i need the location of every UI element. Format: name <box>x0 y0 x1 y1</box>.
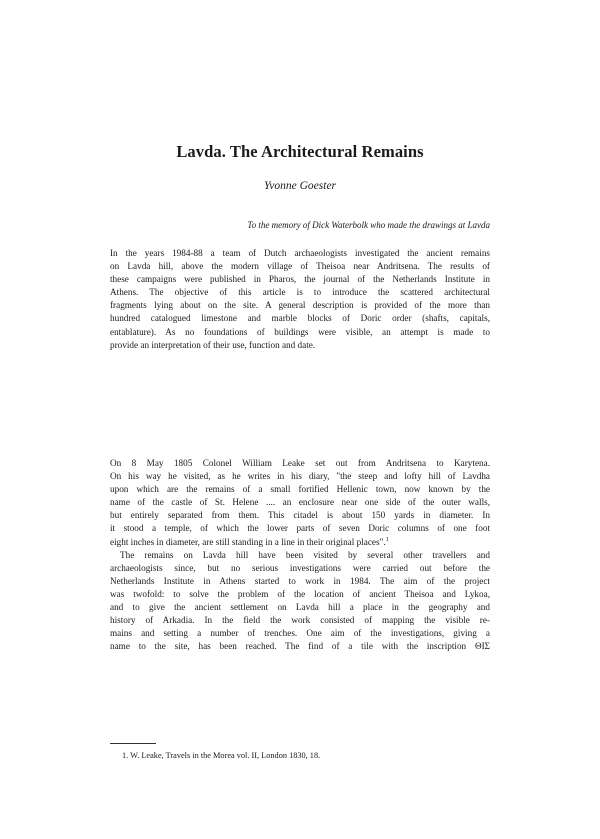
body-line <box>110 536 490 549</box>
body-line: name of the castle of St. Helene .... an enclosure near one side of the outer walls, <box>110 497 490 508</box>
abstract-line: on Lavda hill, above the modern village of Theisoa near Andritsena. The results of <box>110 261 490 272</box>
abstract-line: provide an interpretation of their use, function and date. <box>110 339 316 350</box>
body-line: but entirely separated from them. This citadel is about 150 yards in diameter. In <box>110 510 490 521</box>
article-title: Lavda. The Architectural Remains <box>176 142 424 161</box>
body-line: The remains on Lavda hill have been visited by several other travellers and <box>120 549 490 560</box>
body-line: history of Arkadia. In the field the work consisted of mapping the visible re- <box>110 615 490 626</box>
body-line: archaeologists since, but no serious investigations were carried out before the <box>110 562 490 573</box>
body-line: mains and setting a number of trenches. One aim of the investigations, giving a <box>110 628 490 639</box>
body-line: On his way he visited, as he writes in his diary, "the steep and lofty hill of Lavdha <box>110 471 490 482</box>
abstract-line: In the years 1984-88 a team of Dutch archaeologists investigated the ancient remains <box>110 248 490 258</box>
abstract-line: hundred catalogued limestone and marble blocks of Doric order (shafts, capitals, <box>110 313 490 324</box>
body-line: upon which are the remains of a small fortified Hellenic town, now known by the <box>110 484 490 495</box>
footnote-divider <box>110 743 156 744</box>
body-line: and to give the ancient settlement on Lavda hill a place in the geography and <box>110 602 490 613</box>
body-line: name to the site, has been reached. The find of a tile with the inscription ΘΙΣ <box>110 641 490 652</box>
body-line: it stood a temple, of which the lower parts of seven Doric columns of one foot <box>110 523 490 534</box>
article-author: Yvonne Goester <box>263 180 337 192</box>
footnote-reference[interactable]: 1 <box>385 535 389 543</box>
body-line-text: eight inches in diameter, are still standing in a line in their original places". <box>110 536 386 547</box>
body-text <box>110 457 490 653</box>
abstract-line: these campaigns were published in Pharos, the journal of the Netherlands Institute in <box>110 274 490 285</box>
body-line: On 8 May 1805 Colonel William Leake set out from Andritsena to Karytena. <box>110 458 490 468</box>
abstract-line: Athens. The objective of this article is to introduce the scattered architectural <box>110 287 490 298</box>
footnote: 1. W. Leake, Travels in the Morea vol. II, London 1830, 18. <box>122 751 321 760</box>
abstract-line: entablature). As no foundations of buildings were visible, an attempt is made to <box>110 326 490 337</box>
dedication: To the memory of Dick Waterbolk who made the drawings at Lavda <box>247 220 490 230</box>
abstract-paragraph <box>110 247 490 352</box>
body-line: was twofold: to solve the problem of the location of ancient Theisoa and Lykoa, <box>110 588 490 599</box>
body-line: Netherlands Institute in Athens started to work in 1984. The aim of the project <box>110 575 490 586</box>
abstract-line: fragments lying about on the site. A general description is provided of the more than <box>110 300 490 311</box>
